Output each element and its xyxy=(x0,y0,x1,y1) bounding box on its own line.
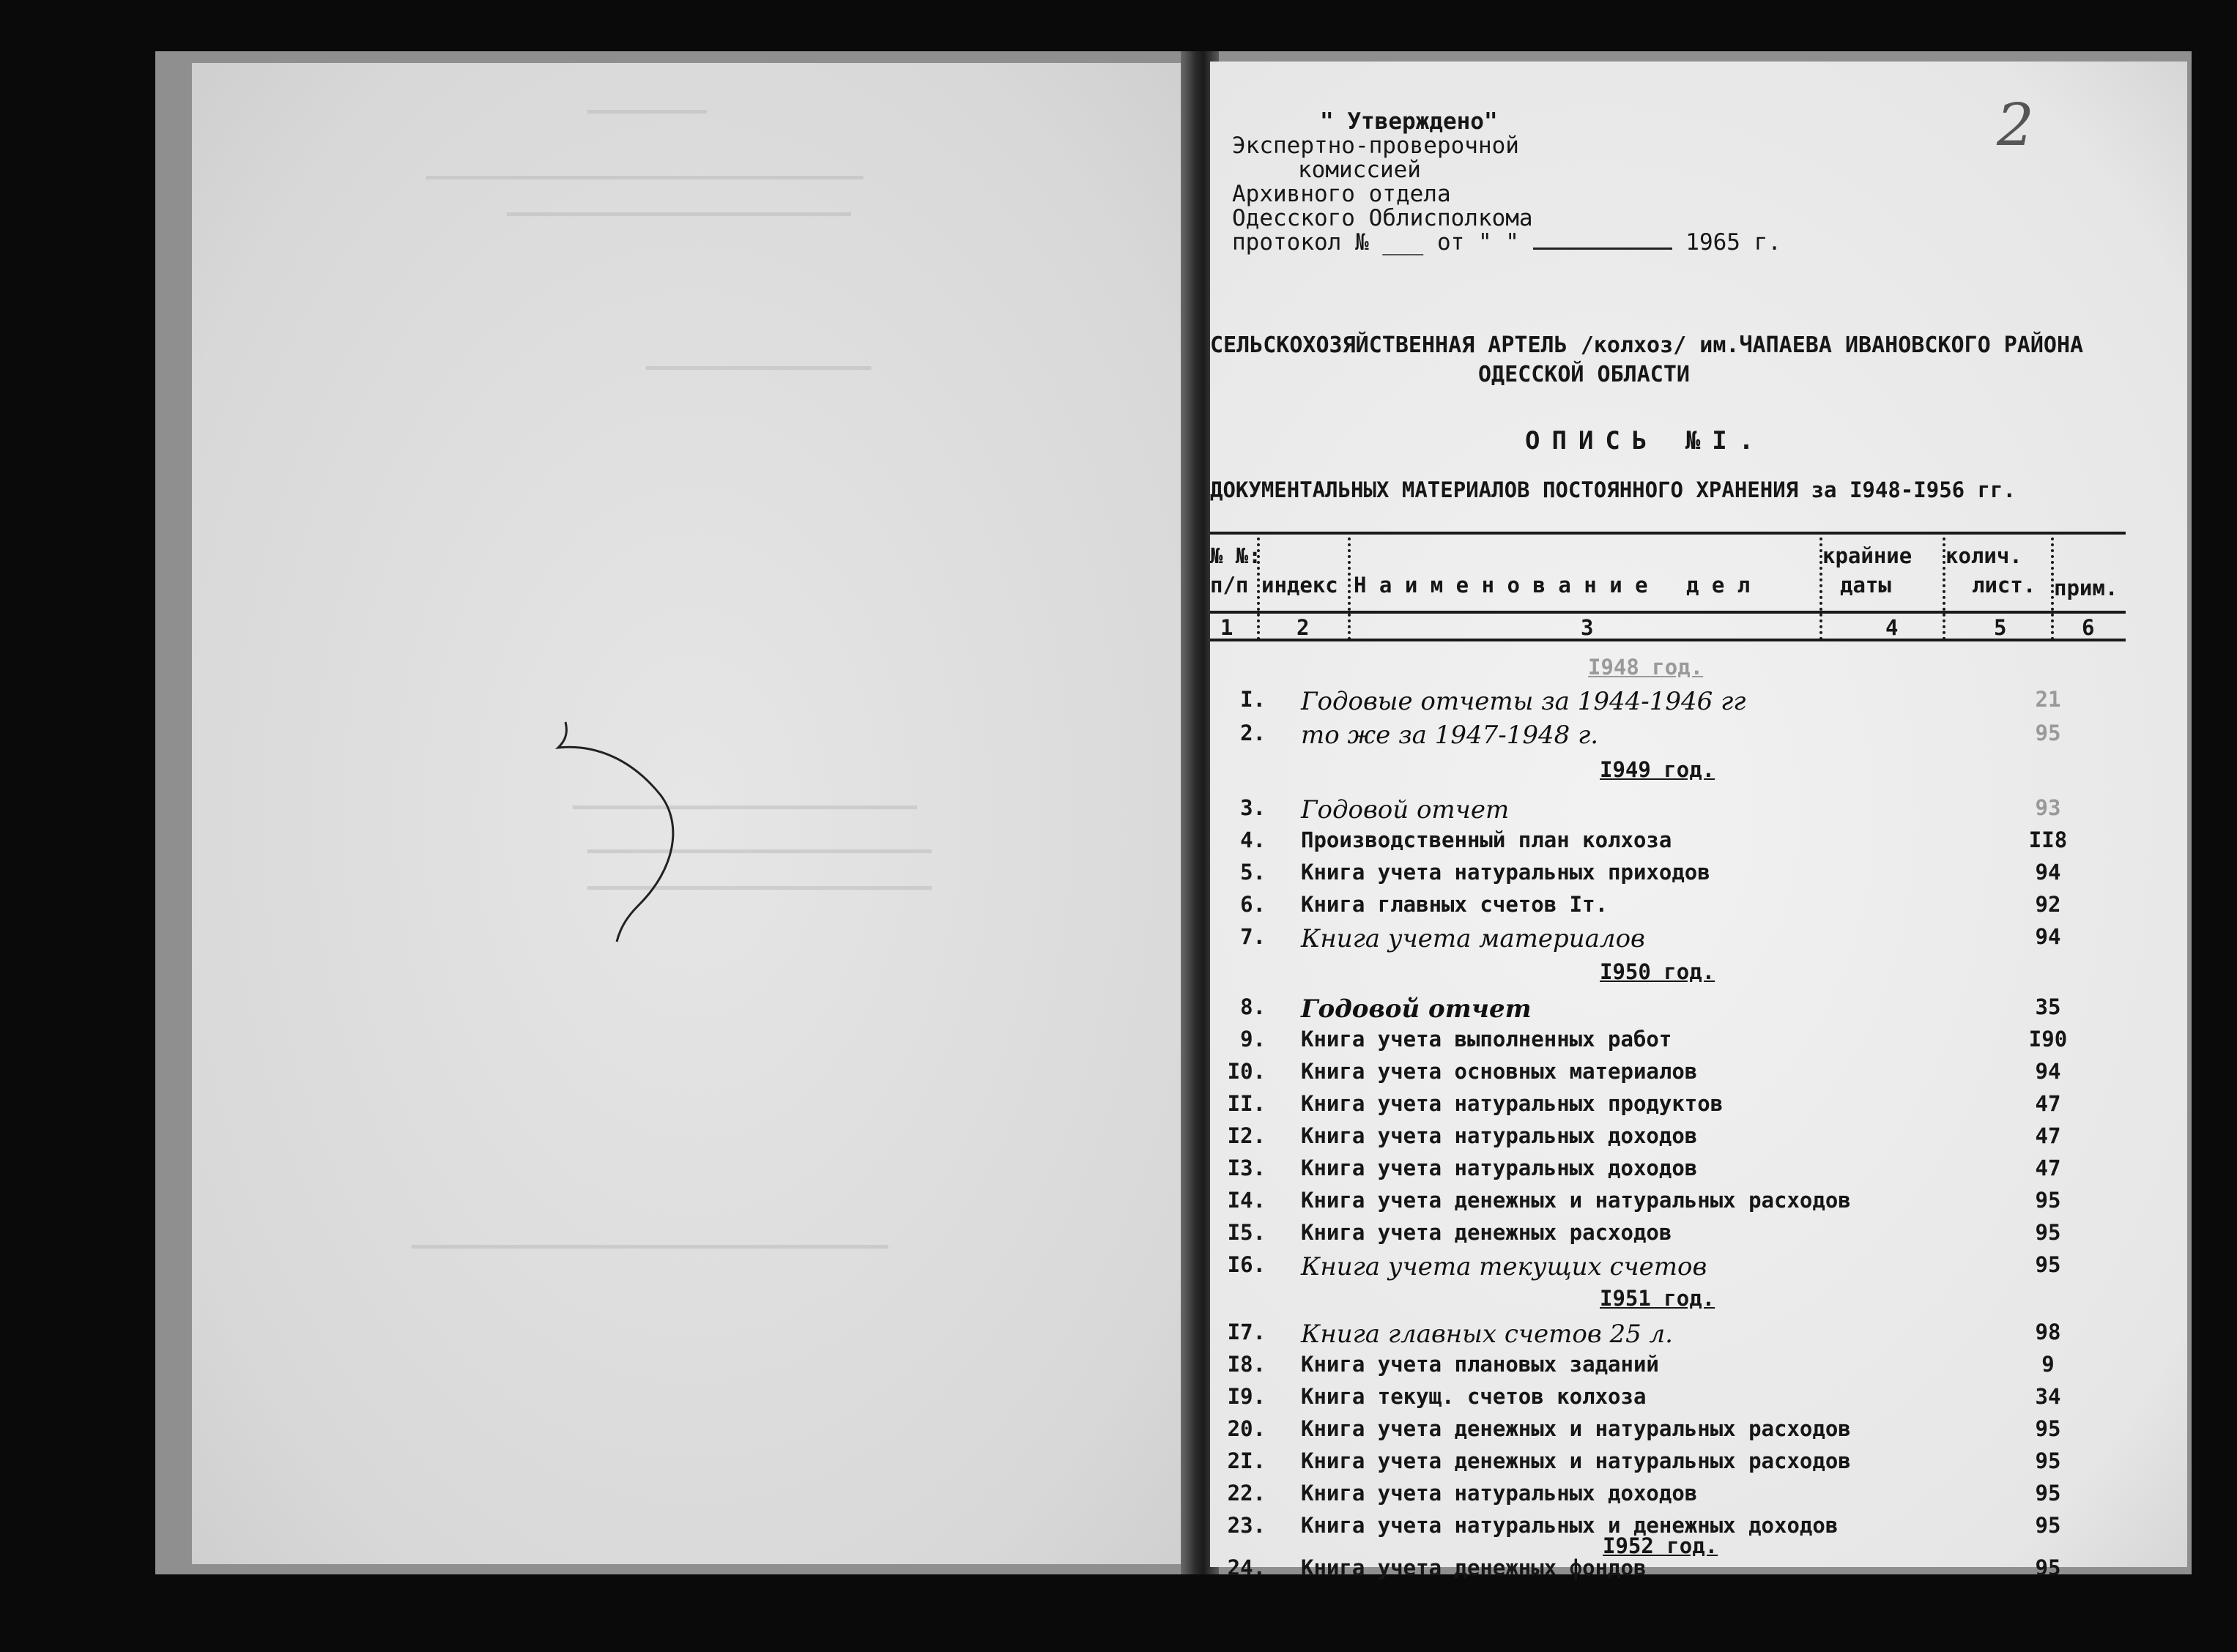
row-title: Книга учета плановых заданий xyxy=(1301,1352,1659,1377)
row-number: I0. xyxy=(1227,1059,1266,1084)
col-number-index: 5 xyxy=(1994,615,2007,640)
col-number-index: 6 xyxy=(2082,615,2095,640)
approval-line: Одесского Облисполкома xyxy=(1232,205,1533,231)
bleed-through-text: ━━━━━━━━━━━━━━━━━━━━━━━━━━ xyxy=(507,202,851,228)
approval-stamp xyxy=(1210,110,1869,255)
row-title: Книга учета денежных и натуральных расходов xyxy=(1301,1448,1851,1473)
approval-line: Экспертно-проверочной xyxy=(1232,133,1519,159)
right-page xyxy=(1210,62,2187,1580)
table-row xyxy=(1210,1481,2162,1513)
row-number: 5. xyxy=(1240,860,1266,885)
row-title: Книга учета денежных фондов xyxy=(1301,1555,1647,1580)
row-sheets: 35 xyxy=(2035,994,2061,1019)
protocol-text: протокол № ___ от " " xyxy=(1232,229,1519,256)
row-sheets: 95 xyxy=(2035,1252,2061,1277)
bleed-through-text: ━━━━━━━━━━━━━━━━━━━━━━━━━━ xyxy=(587,839,932,865)
row-sheets: 21 xyxy=(2035,687,2061,712)
row-sheets: 92 xyxy=(2035,892,2061,917)
approval-protocol-line xyxy=(1210,231,1869,255)
organization-heading xyxy=(1210,331,2187,390)
approval-line: " Утверждено" xyxy=(1320,108,1498,135)
table-row xyxy=(1210,1123,2162,1156)
protocol-year: 1965 г. xyxy=(1685,229,1781,256)
row-number: 7. xyxy=(1240,924,1266,949)
table-row xyxy=(1210,1320,2162,1352)
row-title: Книга учета денежных и натуральных расходов xyxy=(1301,1416,1851,1441)
row-title: Книга учета натуральных и денежных доходов xyxy=(1301,1513,1839,1538)
row-sheets: 95 xyxy=(2035,1220,2061,1245)
row-number: 23. xyxy=(1227,1513,1266,1538)
row-sheets: 98 xyxy=(2035,1320,2061,1344)
table-row xyxy=(1210,1416,2162,1448)
organization-line: СЕЛЬСКОХОЗЯЙСТВЕННАЯ АРТЕЛЬ /колхоз/ им.ЧАПАЕВА ИВАНОВСКОГО РАЙОНА xyxy=(1210,332,2084,358)
row-title: Книга учета натуральных доходов xyxy=(1301,1156,1698,1180)
row-title: Книга учета денежных и натуральных расходов xyxy=(1301,1188,1851,1213)
row-sheets: 95 xyxy=(2035,1188,2061,1213)
row-sheets: 47 xyxy=(2035,1123,2061,1148)
left-page xyxy=(192,63,1194,1564)
row-number: I5. xyxy=(1227,1220,1266,1245)
row-number: 20. xyxy=(1227,1416,1266,1441)
approval-line: комиссией xyxy=(1298,157,1421,183)
row-number: I7. xyxy=(1227,1320,1266,1344)
table-row xyxy=(1210,1188,2162,1220)
table-row xyxy=(1210,1384,2162,1416)
table-row xyxy=(1210,1448,2162,1481)
col-number-header: № №: xyxy=(1210,543,1261,568)
col-number-header: п/п xyxy=(1210,573,1249,598)
row-number: I9. xyxy=(1227,1384,1266,1409)
table-row xyxy=(1210,1091,2162,1123)
bleed-through-text: ━━━━━━━━━━━━━━━━━━━━━━━━━━ xyxy=(587,876,932,901)
col-index-header: индекс xyxy=(1261,573,1338,598)
pencil-mark-icon xyxy=(551,715,697,949)
table-row xyxy=(1210,994,2162,1027)
row-sheets: 94 xyxy=(2035,924,2061,949)
table-row xyxy=(1210,827,2162,860)
col-number-index: 3 xyxy=(1581,615,1594,640)
inventory-title: ОПИСЬ №I. xyxy=(1525,426,1766,455)
col-sheets-header: лист. xyxy=(1972,573,2036,598)
bleed-through-text: ━━━━━━━━━ xyxy=(587,100,707,125)
table-row xyxy=(1210,1352,2162,1384)
row-sheets: 93 xyxy=(2035,795,2061,820)
row-title: Книга учета материалов xyxy=(1301,924,1645,953)
table-header xyxy=(1210,532,2126,641)
row-number: I4. xyxy=(1227,1188,1266,1213)
row-number: 6. xyxy=(1240,892,1266,917)
row-sheets: 95 xyxy=(2035,721,2061,745)
col-sheets-header: колич. xyxy=(1945,543,2022,568)
col-dates-header: крайние xyxy=(1822,543,1913,568)
year-heading: I949 год. xyxy=(1600,757,1715,782)
row-sheets: 94 xyxy=(2035,860,2061,885)
row-sheets: 34 xyxy=(2035,1384,2061,1409)
row-title: Книга текущ. счетов колхоза xyxy=(1301,1384,1647,1409)
row-title: то же за 1947-1948 г. xyxy=(1301,721,1599,750)
col-notes-header: прим. xyxy=(2054,576,2118,600)
row-title: Годовой отчет xyxy=(1301,994,1532,1024)
table-row xyxy=(1210,1059,2162,1091)
row-number: I6. xyxy=(1227,1252,1266,1277)
row-sheets: 94 xyxy=(2035,1059,2061,1084)
table-row xyxy=(1210,1220,2162,1252)
table-row xyxy=(1210,721,2162,753)
bleed-through-text: ━━━━━━━━━━━━━━━━━ xyxy=(646,356,872,382)
table-row xyxy=(1210,860,2162,892)
row-number: 9. xyxy=(1240,1027,1266,1052)
row-title: Книга учета натуральных доходов xyxy=(1301,1481,1698,1506)
table-row xyxy=(1210,924,2162,956)
table-row xyxy=(1210,1252,2162,1284)
row-number: 2I. xyxy=(1227,1448,1266,1473)
row-title: Производственный план колхоза xyxy=(1301,827,1672,852)
row-title: Книга учета основных материалов xyxy=(1301,1059,1698,1084)
row-title: Книга учета натуральных приходов xyxy=(1301,860,1710,885)
year-heading: I952 год. xyxy=(1603,1533,1718,1558)
row-number: 3. xyxy=(1240,795,1266,820)
col-number-index: 2 xyxy=(1296,615,1310,640)
table-row xyxy=(1210,795,2162,827)
year-heading: I950 год. xyxy=(1600,959,1715,984)
row-sheets: 95 xyxy=(2035,1513,2061,1538)
row-title: Книга учета денежных расходов xyxy=(1301,1220,1672,1245)
row-number: I3. xyxy=(1227,1156,1266,1180)
row-number: 2. xyxy=(1240,721,1266,745)
row-number: I. xyxy=(1240,687,1266,712)
row-title: Книга учета натуральных доходов xyxy=(1301,1123,1698,1148)
row-sheets: 95 xyxy=(2035,1555,2061,1580)
row-title: Книга учета выполненных работ xyxy=(1301,1027,1672,1052)
bleed-through-text: ━━━━━━━━━━━━━━━━━━━━━━━━━━ xyxy=(573,795,917,821)
row-number: I8. xyxy=(1227,1352,1266,1377)
row-title: Книга главных счетов 25 л. xyxy=(1301,1320,1673,1349)
row-number: I2. xyxy=(1227,1123,1266,1148)
row-number: 8. xyxy=(1240,994,1266,1019)
row-number: 4. xyxy=(1240,827,1266,852)
table-row xyxy=(1210,1156,2162,1188)
row-title: Книга главных счетов Iт. xyxy=(1301,892,1609,917)
column-separator xyxy=(1348,537,1351,640)
row-sheets: 95 xyxy=(2035,1448,2061,1473)
row-title: Книга учета текущих счетов xyxy=(1301,1252,1707,1281)
row-sheets: 95 xyxy=(2035,1481,2061,1506)
col-number-index: 1 xyxy=(1220,615,1233,640)
folio-number: 2 xyxy=(1997,91,2034,159)
year-heading: I951 год. xyxy=(1600,1286,1715,1311)
table-row xyxy=(1210,1027,2162,1059)
row-sheets: II8 xyxy=(2028,827,2068,852)
header-rule xyxy=(1210,532,2126,535)
bleed-through-text: ━━━━━━━━━━━━━━━━━━━━━━━━━━━━━━━━━ xyxy=(426,165,864,191)
inventory-subtitle: ДОКУМЕНТАЛЬНЫХ МАТЕРИАЛОВ ПОСТОЯННОГО ХРАНЕНИЯ за I948-I956 гг. xyxy=(1210,477,2016,502)
col-dates-header: даты xyxy=(1840,573,1891,598)
row-sheets: 9 xyxy=(2041,1352,2055,1377)
row-title: Годовой отчет xyxy=(1301,795,1510,825)
table-row xyxy=(1210,1555,2162,1588)
row-sheets: 47 xyxy=(2035,1156,2061,1180)
row-sheets: 95 xyxy=(2035,1416,2061,1441)
table-row xyxy=(1210,892,2162,924)
table-row xyxy=(1210,687,2162,719)
row-sheets: I90 xyxy=(2028,1027,2068,1052)
year-heading: I948 год. xyxy=(1588,655,1704,680)
row-number: 24. xyxy=(1227,1555,1266,1580)
row-number: II. xyxy=(1227,1091,1266,1116)
bleed-through-text: ━━━━━━━━━━━━━━━━━━━━━━━━━━━━━━━━━━━━ xyxy=(412,1235,889,1260)
row-number: 22. xyxy=(1227,1481,1266,1506)
row-title: Книга учета натуральных продуктов xyxy=(1301,1091,1724,1116)
col-number-index: 4 xyxy=(1885,615,1899,640)
col-name-header: Н а и м е н о в а н и е д е л xyxy=(1354,573,1751,598)
organization-line: ОДЕССКОЙ ОБЛАСТИ xyxy=(1478,362,1690,387)
row-title: Годовые отчеты за 1944-1946 гг xyxy=(1301,687,1746,716)
row-sheets: 47 xyxy=(2035,1091,2061,1116)
approval-line: Архивного отдела xyxy=(1232,181,1451,207)
